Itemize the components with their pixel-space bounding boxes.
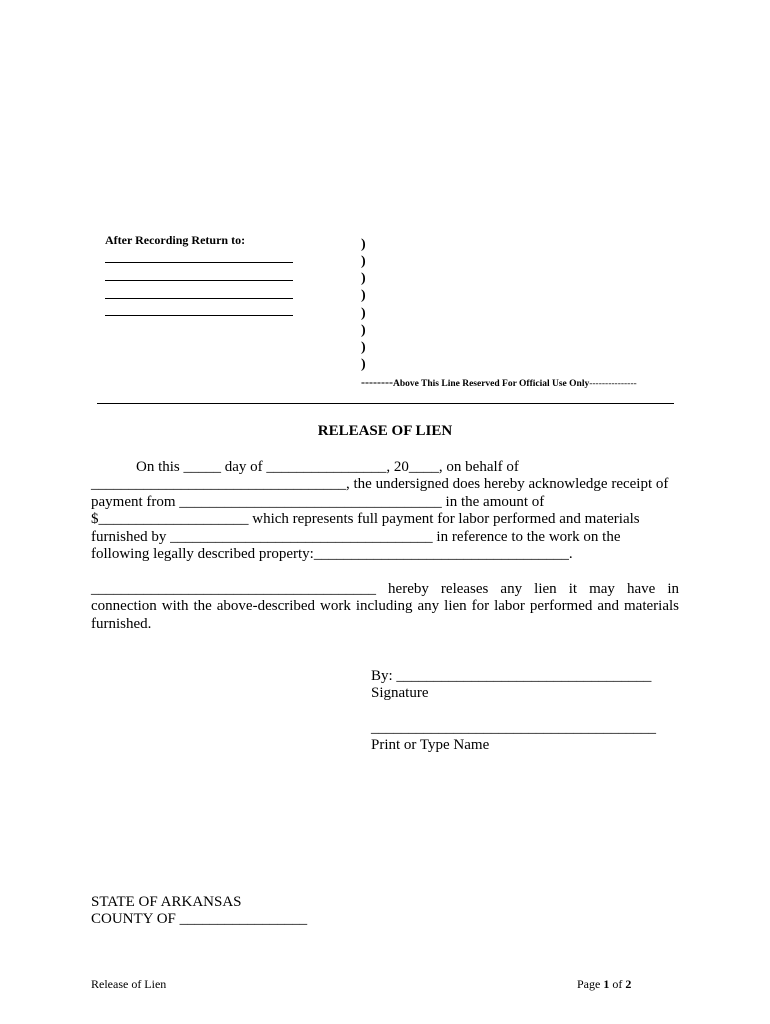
body-line-5: furnished by ___________________________________ in reference to the work on the: [91, 529, 621, 545]
bracket-paren: ): [361, 323, 366, 338]
return-address-line-2: [105, 280, 293, 281]
body-line-1: On this _____ day of ________________, 20____, on behalf of: [136, 459, 519, 475]
bracket-paren: ): [361, 340, 366, 355]
header-divider: [97, 403, 674, 404]
return-address-line-4: [105, 315, 293, 316]
official-use-dashes-left: --------: [361, 375, 393, 389]
body-line-4: $____________________ which represents full payment for labor performed and materials: [91, 511, 640, 527]
after-recording-label: After Recording Return to:: [105, 233, 246, 247]
bracket-paren: ): [361, 306, 366, 321]
return-address-line-3: [105, 298, 293, 299]
bracket-paren: ): [361, 237, 366, 252]
document-title: RELEASE OF LIEN: [317, 423, 453, 439]
bracket-paren: ): [361, 254, 366, 269]
body-line-2: __________________________________, the undersigned does hereby acknowledge receipt of: [91, 476, 669, 492]
page-of: of: [609, 977, 626, 991]
state-heading: STATE OF ARKANSAS: [91, 894, 242, 910]
page-current: 1: [603, 977, 610, 991]
footer-page-number: [577, 977, 631, 992]
page-prefix: Page: [577, 977, 604, 991]
release-line-3: furnished.: [91, 616, 152, 632]
county-line: COUNTY OF _________________: [91, 911, 308, 927]
print-name-label: Print or Type Name: [371, 737, 490, 753]
official-use-text: Above This Line Reserved For Official Use Only: [392, 379, 590, 389]
release-line-1: ______________________________________ hereby releases any lien it may have in: [91, 581, 679, 597]
signature-by-line: By: __________________________________: [371, 668, 652, 684]
release-line-2: connection with the above-described work including any lien for labor performed and materials: [91, 598, 679, 614]
print-name-line: ______________________________________: [371, 720, 656, 736]
body-line-3: payment from ___________________________________ in the amount of: [91, 494, 545, 510]
bracket-paren: ): [361, 288, 366, 303]
official-use-line: [361, 375, 637, 390]
return-address-line-1: [105, 262, 293, 263]
page-total: 2: [625, 977, 632, 991]
signature-label: Signature: [371, 685, 429, 701]
body-line-6: following legally described property:__________________________________.: [91, 546, 573, 562]
footer-document-name: Release of Lien: [91, 977, 167, 991]
bracket-paren: ): [361, 271, 366, 286]
bracket-paren: ): [361, 357, 366, 372]
official-use-dashes-right: ---------------: [589, 379, 637, 389]
